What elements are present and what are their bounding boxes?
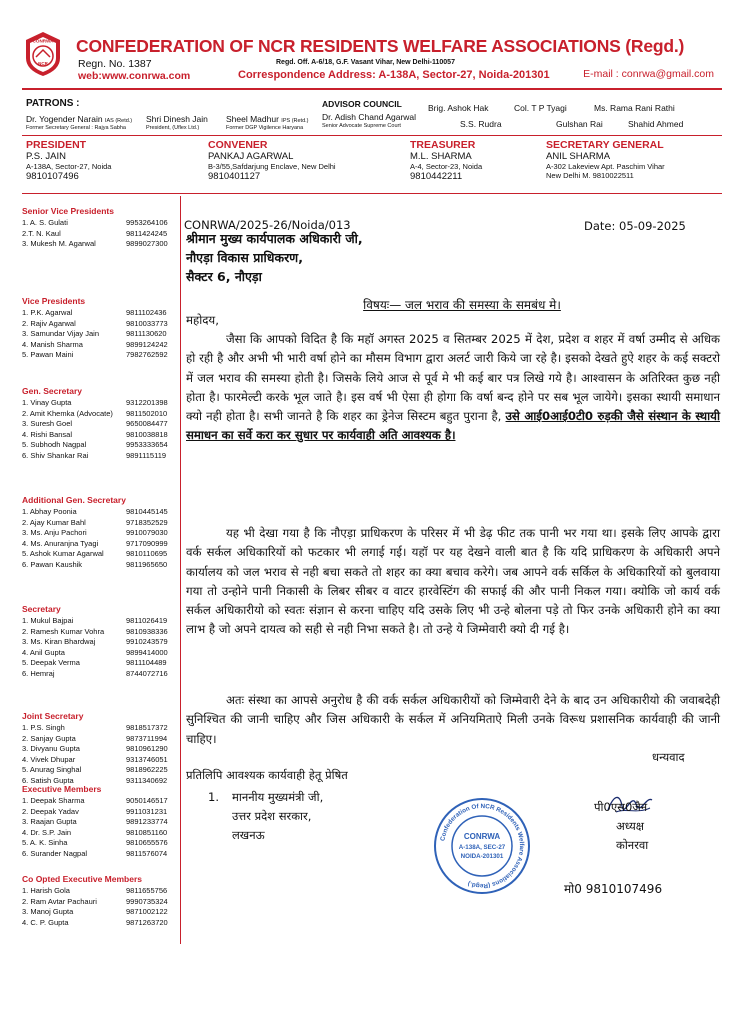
office-address-2: New Delhi M. 9810022511 — [546, 171, 634, 180]
member-phone: 9818962225 — [126, 765, 168, 775]
member-row — [22, 765, 176, 776]
member-row — [22, 658, 176, 669]
member-phone: 9811576074 — [126, 848, 168, 858]
member-row — [22, 648, 176, 659]
member-phone: 9910243579 — [126, 637, 168, 647]
sidebar-group-title: Secretary — [22, 604, 61, 614]
member-name: 4. C. P. Gupta — [22, 917, 69, 927]
office-title: SECRETARY GENERAL — [546, 139, 664, 151]
member-row — [22, 897, 176, 908]
closing-thanks: धन्यवाद — [652, 750, 685, 764]
member-name: 4. Dr. S.P. Jain — [22, 827, 72, 837]
sidebar-group — [22, 874, 176, 928]
patron-desc: Former Secretary General : Rajya Sabha — [26, 125, 126, 131]
organization-seal — [432, 796, 532, 896]
addressee-line: नौएड़ा विकास प्राधिकरण, — [186, 250, 303, 265]
member-name: 4. Ms. Anuranjna Tyagi — [22, 538, 99, 548]
member-name: 4. Manish Sharma — [22, 339, 83, 349]
sidebar-group-title: Additional Gen. Secretary — [22, 495, 126, 505]
member-name: 6. Hemraj — [22, 668, 55, 678]
patron-suffix: IPS (Retd.) — [281, 118, 309, 124]
member-phone: 9313746051 — [126, 754, 168, 764]
sidebar-group — [22, 206, 176, 250]
member-name: 5. Pawan Maini — [22, 350, 74, 360]
member-row — [22, 807, 176, 818]
member-phone: 9811130620 — [126, 329, 167, 339]
advisor-council-title: ADVISOR COUNCIL — [322, 99, 402, 109]
signatory-name: पी0एस0जैन — [594, 800, 648, 814]
member-phone: 9650084477 — [126, 419, 168, 429]
member-phone: 9911031231 — [126, 806, 168, 816]
sidebar-group-title: Gen. Secretary — [22, 386, 83, 396]
member-row — [22, 218, 176, 229]
member-row — [22, 549, 176, 560]
patron-name: Shri Dinesh Jain — [146, 114, 208, 124]
member-name: 1. Abhay Poonia — [22, 507, 77, 516]
member-name: 3. Raajan Gupta — [22, 817, 77, 827]
office-name: M.L. SHARMA — [410, 151, 472, 162]
office-title: CONVENER — [208, 139, 268, 151]
office-address: B-3/55,Safdarjung Enclave, New Delhi — [208, 162, 336, 171]
member-row — [22, 350, 176, 361]
member-phone: 9990735324 — [126, 896, 168, 906]
member-name: 5. Anurag Singhal — [22, 765, 82, 775]
sidebar-group-title: Senior Vice Presidents — [22, 206, 114, 216]
advisor-member: Gulshan Rai — [556, 119, 603, 129]
member-row — [22, 849, 176, 860]
advisor-member: Shahid Ahmed — [628, 119, 684, 129]
advisor-lead-desc: Senior Advocate Supreme Court — [322, 123, 401, 129]
member-row — [22, 340, 176, 351]
member-name: 4. Rishi Bansal — [22, 429, 73, 439]
member-row — [22, 616, 176, 627]
letter-reference: CONRWA/2025-26/Noida/013 — [184, 218, 351, 232]
member-row — [22, 734, 176, 745]
member-phone: 9810655576 — [126, 838, 168, 848]
member-name: 3. Ms. Kiran Bhardwaj — [22, 637, 96, 647]
advisor-member: S.S. Rudra — [460, 119, 502, 129]
sidebar-group-title: Joint Secretary — [22, 711, 84, 721]
member-row — [22, 637, 176, 648]
member-name: 2. Ramesh Kumar Vohra — [22, 626, 105, 636]
member-row — [22, 838, 176, 849]
addressee-line: सैक्टर 6, नौएड़ा — [186, 269, 262, 284]
member-name: 2.T. N. Kaul — [22, 228, 61, 238]
member-phone: 9910079030 — [126, 528, 168, 538]
patron-desc: President, (Uflex Ltd.) — [146, 125, 200, 131]
member-name: 2. Ajay Kumar Bahl — [22, 517, 86, 527]
member-name: 1. Harish Gola — [22, 886, 70, 895]
addressee-line: श्रीमान मुख्य कार्यपालक अधिकारी जी, — [186, 231, 363, 246]
sidebar-group — [22, 604, 176, 680]
member-phone: 9891233774 — [126, 817, 168, 827]
member-row — [22, 817, 176, 828]
sidebar-group — [22, 784, 176, 860]
member-phone: 9871002122 — [126, 907, 168, 917]
member-name: 1. P.S. Singh — [22, 723, 65, 732]
member-name: 5. Subhodh Nagpal — [22, 440, 87, 450]
addressee — [186, 229, 363, 286]
sidebar-group — [22, 495, 176, 571]
member-name: 4. Anil Gupta — [22, 647, 65, 657]
member-name: 1. P.K. Agarwal — [22, 308, 73, 317]
member-name: 2. Ram Avtar Pachauri — [22, 896, 97, 906]
member-name: 1. Vinay Gupta — [22, 398, 72, 407]
office-title: PRESIDENT — [26, 139, 87, 151]
signatory-mobile: मो0 9810107496 — [564, 882, 663, 896]
office-divider — [22, 193, 722, 194]
member-phone: 9811655756 — [126, 886, 168, 895]
office-convener — [208, 139, 336, 182]
office-name: P.S. JAIN — [26, 151, 66, 162]
member-phone: 9311340692 — [126, 775, 168, 785]
member-phone: 9811026419 — [126, 616, 168, 625]
member-row — [22, 627, 176, 638]
patron-name: Dr. Yogender Narain — [26, 114, 103, 124]
svg-text:A-138A, SEC-27: A-138A, SEC-27 — [458, 844, 506, 851]
member-name: 2. Amit Khemka (Advocate) — [22, 408, 113, 418]
member-phone: 9810961290 — [126, 744, 168, 754]
sidebar-group — [22, 386, 176, 462]
paragraph-2: यह भी देखा गया है कि नौएड़ा प्राधिकरण के परिसर में भी डेढ़ फीट तक पानी भर गया था। इसके लिए आपके द्वारा वर्क सर्कल अधिकारियों को फटकार भी लगाई गई। यहॉ पर यह देखने वाली बात है कि यदि प्राधिकरण के अधिकारी अपने कार्यालय को जल भराव से नही बचा सकते तो शहर का क्या बचाव करेगे। जब आपने वर्क सर्किल के अधिकारियों को बुलवाया गया तो उन्होने पानी निकासी के लिबर सीबर व वाटर हारवेस्टिंग की सफाई की और पानी निकल गया। क्योकि जो कार्य वर्क सर्कल अधिकारीयो को स्वतः संज्ञान से करना चाहिए यदि उसके लिए भी उन्हे बोलना पड़े तो फिर उनके अधिकारी होने का क्या लाभ है जो अपने दायत्व को सही से नही निभा सकते है। तो उन्हे ये जिम्मेवारी क्यो दी गई है। — [186, 526, 720, 637]
member-row — [22, 560, 176, 571]
member-row — [22, 518, 176, 529]
svg-text:NOIDA-201301: NOIDA-201301 — [460, 853, 504, 860]
cc-list: 1. माननीय मुख्यमंत्री जी, उत्तर प्रदेश सरकार, लखनऊ — [208, 790, 324, 842]
sidebar-group-title: Executive Members — [22, 784, 102, 794]
patron-2 — [146, 114, 208, 131]
member-row — [22, 419, 176, 430]
member-row — [22, 319, 176, 330]
paragraph-1: जैसा कि आपको विदित है कि महॉ अगस्त 2025 व सितम्बर 2025 में देश, प्रदेश व शहर में वर्षा उम्मीद से अधिक हो रही है और अभी भी भारी वर्षा होने का मौसम विभाग द्वारा अलर्ट जारी किये जा रहे है। इसको देखते हुऐ शहर के कई सक्टरो में जल भराव की समस्या होती है। जिसके लिये आज से पूर्व मे भी कई बार पत्र लिखे गये है। आश्वासन के अतिरिक्त कुछ नही होता है। फारमेल्टी करके भूल जाते है। इस वर्ष भी ऐसा ही होगा कि वर्षा बन्द होने पर सब भूल जायेगे। इसका स्थायी समाधान क्यो नही होता है। सभी जानते है कि शहर का ड्रेनेज सिस्टम बहुत पुराना है, उसे आई0आई0टी0 रुड़की जैसे संस्थान के स्थायी समाधन का सर्वे करा कर सुधार पर कार्यवाही अति आवश्यक है। — [186, 332, 720, 443]
office-phone: 9810442211 — [410, 171, 463, 182]
sidebar-group-title: Vice Presidents — [22, 296, 86, 306]
member-phone: 9818517372 — [126, 723, 168, 732]
advisor-member: Brig. Ashok Hak — [428, 103, 489, 113]
member-phone: 9891115119 — [126, 450, 167, 460]
office-address: A-138A, Sector-27, Noida — [26, 162, 112, 171]
member-row — [22, 451, 176, 462]
member-name: 5. Ashok Kumar Agarwal — [22, 549, 104, 559]
member-phone: 9810033773 — [126, 318, 168, 328]
conrwa-logo — [22, 30, 64, 78]
member-row — [22, 744, 176, 755]
office-address: A-4, Sector-23, Noida — [410, 162, 483, 171]
member-phone: 9873711994 — [126, 733, 168, 743]
member-phone: 9811424245 — [126, 228, 168, 238]
member-phone: 8744072716 — [126, 668, 168, 678]
signatory-designation: अध्यक्ष — [616, 819, 645, 833]
member-phone: 9810110695 — [126, 549, 168, 559]
member-name: 2. Rajiv Agarwal — [22, 318, 76, 328]
member-name: 3. Manoj Gupta — [22, 907, 74, 917]
member-row — [22, 796, 176, 807]
member-name: 1. A. S. Gulati — [22, 218, 68, 227]
member-name: 2. Sanjay Gupta — [22, 733, 76, 743]
member-phone: 9899027300 — [126, 239, 168, 249]
member-phone: 9899124242 — [126, 339, 168, 349]
org-name: CONFEDERATION OF NCR RESIDENTS WELFARE ASSOCIATIONS (Regd.) — [76, 36, 685, 56]
paragraph-3: अतः संस्था का आपसे अनुरोध है की वर्क सर्कल अधिकारीयों को जिम्मेवारी देने के बाद उन अधिकारीयो की जवाबदेही सुनिश्चित की जानी चाहिए और जिस अधिकारी के सर्कल में अनियमिताऐ मिली उनके विरूध प्रशासनिक कार्यवाही की जानी चाहिए। — [186, 693, 720, 746]
member-name: 1. Mukul Bajpai — [22, 616, 74, 625]
member-phone: 9312201398 — [126, 398, 168, 407]
member-row — [22, 528, 176, 539]
member-name: 3. Ms. Anju Pachori — [22, 528, 87, 538]
office-title: TREASURER — [410, 139, 476, 151]
member-phone: 9811102436 — [126, 308, 167, 317]
member-row — [22, 409, 176, 420]
member-name: 6. Shiv Shankar Rai — [22, 450, 89, 460]
salutation: महोदय, — [186, 313, 219, 327]
member-name: 6. Pawan Kaushik — [22, 559, 83, 569]
sidebar-group — [22, 711, 176, 787]
patrons-divider — [22, 135, 722, 136]
letter-date: Date: 05-09-2025 — [584, 219, 686, 233]
member-row — [22, 755, 176, 766]
member-name: 1. Deepak Sharma — [22, 796, 85, 805]
member-row — [22, 430, 176, 441]
advisor-member: Col. T P Tyagi — [514, 103, 567, 113]
member-phone: 7982762592 — [126, 350, 168, 360]
member-phone: 9810938336 — [126, 626, 168, 636]
office-phone: 9810107496 — [26, 171, 79, 182]
office-treasurer — [410, 139, 482, 182]
member-name: 3. Suresh Goel — [22, 419, 73, 429]
office-name: PANKAJ AGARWAL — [208, 151, 294, 162]
member-name: 2. Deepak Yadav — [22, 806, 79, 816]
member-row — [22, 398, 176, 409]
member-row — [22, 239, 176, 250]
member-name: 5. Deepak Verma — [22, 658, 80, 668]
advisor-member: Ms. Rama Rani Rathi — [594, 103, 675, 113]
member-name: 6. Satish Gupta — [22, 775, 74, 785]
correspondence-address: Correspondence Address: A-138A, Sector-27, Noida-201301 — [238, 69, 550, 81]
patron-3 — [226, 114, 309, 131]
member-name: 3. Divyanu Gupta — [22, 744, 80, 754]
office-secretary-general — [546, 139, 665, 180]
member-row — [22, 918, 176, 929]
member-row — [22, 886, 176, 897]
member-phone: 9811104489 — [126, 658, 167, 668]
patron-desc: Former DGP Vigilence Haryana — [226, 125, 304, 131]
office-phone: 9810401127 — [208, 171, 261, 182]
member-name: 6. Surander Nagpal — [22, 848, 88, 858]
member-row — [22, 539, 176, 550]
member-row — [22, 828, 176, 839]
member-phone: 9718352529 — [126, 517, 168, 527]
advisor-lead-name: Dr. Adish Chand Agarwal — [322, 112, 417, 122]
member-phone: 9953333654 — [126, 440, 168, 450]
member-name: 4. Vivek Dhupar — [22, 754, 76, 764]
patrons-title: PATRONS : — [26, 98, 80, 109]
member-phone: 9811502010 — [126, 408, 168, 418]
member-row — [22, 723, 176, 734]
registered-office: Regd. Off. A-6/18, G.F. Vasant Vihar, New Delhi-110057 — [276, 59, 455, 66]
member-phone: 9810851160 — [126, 827, 168, 837]
patron-suffix: IAS (Retd.) — [104, 118, 133, 124]
member-phone: 9717090999 — [126, 538, 168, 548]
signatory — [594, 798, 648, 855]
member-phone: 9871263720 — [126, 917, 168, 927]
office-address: A-302 Lakeview Apt. Paschim Vihar — [546, 162, 665, 171]
logo-sub: NCR — [38, 61, 48, 66]
member-row — [22, 669, 176, 680]
member-phone: 9050146517 — [126, 796, 168, 805]
member-phone: 9899414000 — [126, 647, 168, 657]
office-president — [26, 139, 111, 182]
member-name: 3. Mukesh M. Agarwal — [22, 239, 96, 249]
patron-name: Sheel Madhur — [226, 114, 279, 124]
signatory-org: कोनरवा — [616, 838, 649, 852]
member-phone: 9810445145 — [126, 507, 168, 516]
advisor-lead — [322, 112, 416, 129]
member-name: 3. Samundar Vijay Jain — [22, 329, 99, 339]
logo-text: CONRWA — [32, 38, 54, 44]
svg-text:Confederation Of NCR Residents: Confederation Of NCR Residents Welfare Associations (Regd.) — [439, 802, 526, 890]
member-row — [22, 329, 176, 340]
registration-number: Regn. No. 1387 — [78, 58, 152, 70]
office-name: ANIL SHARMA — [546, 151, 611, 162]
member-phone: 9811965650 — [126, 559, 168, 569]
member-name: 5. A. K. Sinha — [22, 838, 68, 848]
website: web:www.conrwa.com — [78, 70, 191, 82]
member-row — [22, 229, 176, 240]
header-divider — [22, 88, 722, 90]
email: E-mail : conrwa@gmail.com — [583, 68, 714, 80]
member-row — [22, 907, 176, 918]
letter-subject: विषयः— जल भराव की समस्या के समबंध मे। — [363, 298, 561, 312]
member-row — [22, 440, 176, 451]
cc-title: प्रतिलिपि आवश्यक कार्यवाही हेतू प्रेषित — [186, 768, 348, 782]
sidebar-group-title: Co Opted Executive Members — [22, 874, 142, 884]
patron-1 — [26, 114, 132, 131]
svg-text:CONRWA: CONRWA — [463, 832, 501, 841]
member-phone: 9953264106 — [126, 218, 168, 227]
member-row — [22, 507, 176, 518]
member-phone: 9810038818 — [126, 429, 168, 439]
